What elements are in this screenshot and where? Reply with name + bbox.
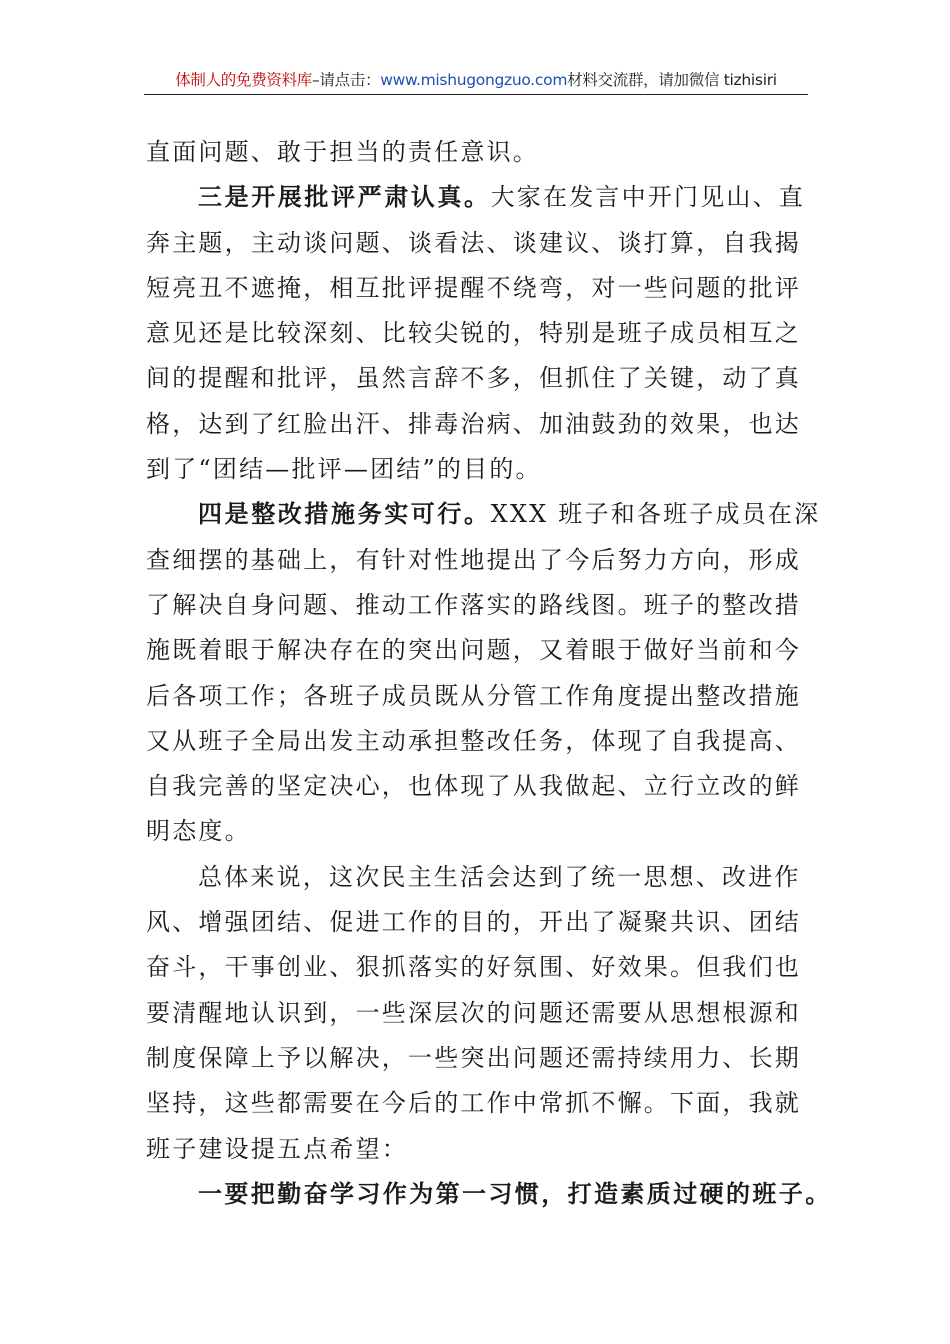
body-line: 制度保障上予以解决，一些突出问题还需持续用力、长期 — [146, 1043, 801, 1072]
body-line: 要清醒地认识到，一些深层次的问题还需要从思想根源和 — [146, 998, 801, 1027]
document-body — [146, 130, 832, 1217]
body-line: 直面问题、敢于担当的责任意识。 — [146, 138, 539, 166]
body-line: 了解决自身问题、推动工作落实的路线图。班子的整改措 — [146, 590, 801, 619]
body-line: 格，达到了红脸出汗、排毒治病、加油鼓劲的效果，也达 — [146, 409, 801, 438]
body-line: 奔主题，主动谈问题、谈看法、谈建议、谈打算，自我揭 — [146, 228, 801, 257]
paragraph-heading-line — [146, 492, 821, 537]
body-line: 查细摆的基础上，有针对性地提出了今后努力方向，形成 — [146, 545, 801, 574]
page-header — [144, 66, 808, 95]
body-line: 意见还是比较深刻、比较尖锐的，特别是班子成员相互之 — [146, 319, 801, 348]
paragraph-heading-line — [146, 175, 806, 220]
body-line: 自我完善的坚定决心，也体现了从我做起、立行立改的鲜 — [146, 772, 801, 801]
body-line: 班子建设提五点希望： — [146, 1134, 408, 1163]
body-line: 后各项工作；各班子成员既从分管工作角度提出整改措施 — [146, 681, 801, 710]
section-heading: 一要把勤奋学习作为第一习惯，打造素质过硬的班子。 — [198, 1179, 832, 1208]
body-line: 施既着眼于解决存在的突出问题，又着眼于做好当前和今 — [146, 636, 801, 665]
body-line: 短亮丑不遮掩，相互批评提醒不绕弯，对一些问题的批评 — [146, 273, 801, 302]
paragraph-title: 四是整改措施务实可行。 — [198, 500, 491, 529]
body-text: XXX 班子和各班子成员在深 — [490, 500, 821, 529]
body-line: 间的提醒和批评，虽然言辞不多，但抓住了关键，动了真 — [146, 364, 801, 393]
body-text: 大家在发言中开门见山、直 — [490, 183, 806, 212]
body-line: 总体来说，这次民主生活会达到了统一思想、改进作 — [198, 862, 801, 891]
paragraph-title: 三是开展批评严肃认真。 — [198, 183, 491, 212]
header-brand: 体制人的免费资料库 — [175, 71, 313, 89]
body-line: 到了“团结—批评—团结”的目的。 — [146, 455, 542, 484]
header-tail: 材料交流群，请加微信 tizhisiri — [567, 71, 777, 89]
body-line: 坚持，这些都需要在今后的工作中常抓不懈。下面，我就 — [146, 1089, 801, 1118]
body-line: 又从班子全局出发主动承担整改任务，体现了自我提高、 — [146, 726, 801, 755]
body-line: 奋斗，干事创业、狠抓落实的好氛围、好效果。但我们也 — [146, 953, 801, 982]
body-line: 风、增强团结、促进工作的目的，开出了凝聚共识、团结 — [146, 908, 801, 937]
header-prompt: –请点击： — [312, 71, 381, 89]
header-url-link[interactable]: www.mishugongzuo.com — [380, 71, 568, 89]
body-line: 明态度。 — [146, 817, 251, 846]
